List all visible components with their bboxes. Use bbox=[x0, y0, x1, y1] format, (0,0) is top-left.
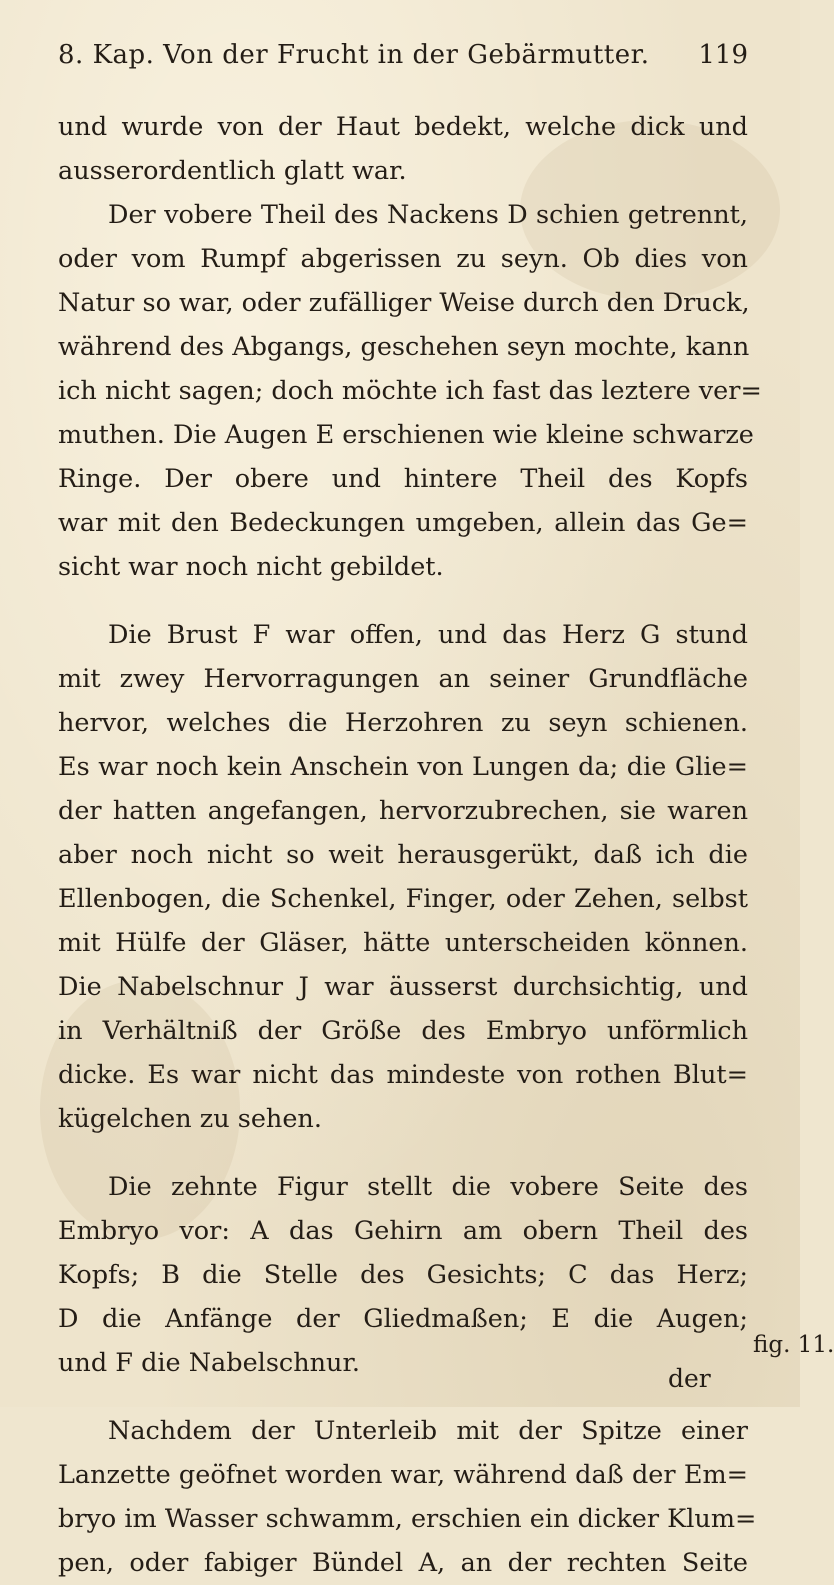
text-line: der hatten angefangen, hervorzubrechen, sie waren bbox=[58, 796, 748, 826]
text-line: Nachdem der Unterleib mit der Spitze einer bbox=[108, 1416, 748, 1446]
text-line: in Verhältniß der Größe des Embryo unförmlich bbox=[58, 1016, 748, 1046]
text-line: bryo im Wasser schwamm, erschien ein dicker Klum= bbox=[58, 1504, 757, 1534]
text-line: Die Brust F war offen, und das Herz G stund bbox=[108, 620, 748, 650]
paragraph-gap bbox=[58, 589, 748, 613]
text-line: Die zehnte Figur stellt die vobere Seite des bbox=[108, 1172, 748, 1202]
paragraph-gap bbox=[58, 1385, 748, 1409]
text-line: D die Anfänge der Gliedmaßen; E die Augen; bbox=[58, 1304, 748, 1334]
text-line: muthen. Die Augen E erschienen wie kleine schwarze bbox=[58, 420, 754, 450]
text-line: mit zwey Hervorragungen an seiner Grundfläche bbox=[58, 664, 748, 694]
text-line: Es war noch kein Anschein von Lungen da; die Glie= bbox=[58, 752, 748, 782]
text-line: aber noch nicht so weit herausgerükt, daß ich die bbox=[58, 840, 748, 870]
text-line: und wurde von der Haut bedekt, welche dick und bbox=[58, 112, 748, 142]
paragraph-gap bbox=[58, 1141, 748, 1165]
text-line: oder vom Rumpf abgerissen zu seyn. Ob dies von bbox=[58, 244, 748, 274]
text-line: pen, oder fabiger Bündel A, an der rechten Seite bbox=[58, 1548, 748, 1578]
text-line: hervor, welches die Herzohren zu seyn schienen. bbox=[58, 708, 748, 738]
text-line: sicht war noch nicht gebildet. bbox=[58, 552, 444, 582]
text-line: während des Abgangs, geschehen seyn mochte, kann bbox=[58, 332, 750, 362]
text-line: Lanzette geöfnet worden war, während daß der Em= bbox=[58, 1460, 748, 1490]
text-line: ausserordentlich glatt war. bbox=[58, 156, 407, 186]
text-line: mit Hülfe der Gläser, hätte unterscheiden können. bbox=[58, 928, 748, 958]
paragraph-1 bbox=[58, 105, 748, 193]
text-line: Natur so war, oder zufälliger Weise durch den Druck, bbox=[58, 288, 750, 318]
text-line: Ringe. Der obere und hintere Theil des Kopfs bbox=[58, 464, 748, 494]
text-line: Embryo vor: A das Gehirn am obern Theil des bbox=[58, 1216, 748, 1246]
text-line: kügelchen zu sehen. bbox=[58, 1104, 322, 1134]
text-line: Der vobere Theil des Nackens D schien getrennt, bbox=[108, 200, 748, 230]
running-header bbox=[58, 40, 748, 84]
text-line: Ellenbogen, die Schenkel, Finger, oder Zehen, selbst bbox=[58, 884, 748, 914]
catchword: der bbox=[668, 1364, 711, 1393]
text-line: war mit den Bedeckungen umgeben, allein das Ge= bbox=[58, 508, 748, 538]
page-number: 119 bbox=[698, 40, 748, 70]
running-title: 8. Kap. Von der Frucht in der Gebärmutter. bbox=[58, 40, 650, 70]
paragraph-2 bbox=[58, 193, 762, 589]
paragraph-3 bbox=[58, 613, 748, 1141]
text-line: Die Nabelschnur J war äusserst durchsichtig, und bbox=[58, 972, 748, 1002]
paragraph-5 bbox=[58, 1409, 757, 1585]
text-line: Kopfs; B die Stelle des Gesichts; C das Herz; bbox=[58, 1260, 748, 1290]
text-line: und F die Nabelschnur. bbox=[58, 1348, 360, 1378]
text-line: dicke. Es war nicht das mindeste von rothen Blut= bbox=[58, 1060, 748, 1090]
figure-margin-note: fig. 11. bbox=[753, 1332, 834, 1358]
body-text bbox=[58, 105, 762, 1585]
paragraph-4 bbox=[58, 1165, 748, 1385]
text-line: ich nicht sagen; doch möchte ich fast das leztere ver= bbox=[58, 376, 762, 406]
